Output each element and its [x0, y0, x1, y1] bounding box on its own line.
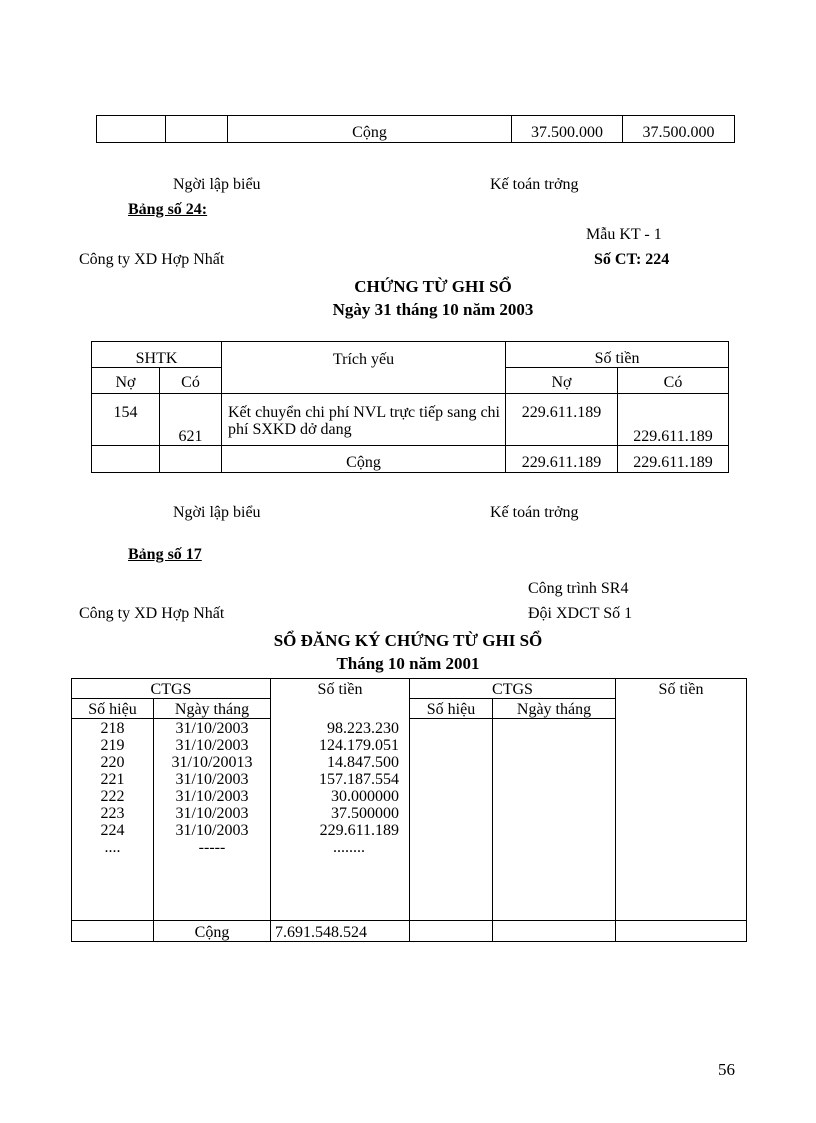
empty-cell: [493, 719, 616, 921]
empty-cell: [160, 446, 222, 473]
table17-title: SỔ ĐĂNG KÝ CHỨNG TỪ GHI SỔ: [273, 631, 543, 650]
list-item: 31/10/2003: [175, 788, 249, 805]
list-item: 223: [100, 805, 125, 822]
row-debit-account: 154: [113, 404, 138, 421]
list-item: 229.611.189: [319, 821, 399, 839]
header-credit-acc: Có: [181, 374, 200, 391]
header-amount-left: Số tiền: [317, 681, 363, 698]
company-name-17: Công ty XD Hợp Nhất: [79, 605, 225, 622]
list-item: 31/10/2003: [175, 737, 249, 754]
document-number: Số CT: 224: [594, 251, 670, 268]
table17-period: Tháng 10 năm 2001: [336, 654, 480, 673]
header-date-left: Ngày tháng: [174, 701, 250, 718]
header-debit-acc: Nợ: [115, 374, 136, 391]
list-item: 31/10/2003: [175, 720, 249, 737]
total-amount-17: 7.691.548.524: [275, 924, 367, 941]
preparer-signature: Ngời lập biểu: [173, 176, 261, 193]
list-item: 37.500000: [331, 804, 399, 822]
header-number-left: Số hiệu: [88, 701, 137, 718]
table24-title: CHỨNG TỪ GHI SỔ: [354, 277, 512, 296]
chief-accountant-signature-24: Kế toán trởng: [490, 504, 579, 521]
col-numbers: [72, 719, 154, 921]
list-item: 220: [100, 754, 125, 771]
total-debit: 37.500.000: [531, 124, 603, 141]
row-credit-amount: 229.611.189: [633, 428, 713, 445]
row-description: Kết chuyển chi phí NVL trực tiếp sang chi phí SXKD dở dang: [228, 404, 500, 438]
table24-date: Ngày 31 tháng 10 năm 2003: [332, 300, 534, 319]
page-number: 56: [718, 1060, 735, 1079]
company-name: Công ty XD Hợp Nhất: [79, 251, 225, 268]
header-credit: Có: [663, 374, 683, 391]
total-credit-24: 229.611.189: [633, 454, 713, 471]
list-item: 157.187.554: [319, 770, 399, 788]
header-amount-right: Số tiền: [658, 681, 704, 698]
preparer-signature-24: Ngời lập biểu: [173, 504, 261, 521]
chief-accountant-signature: Kế toán trởng: [490, 176, 579, 193]
total-label: Cộng: [352, 124, 387, 141]
header-debit: Nợ: [551, 374, 572, 391]
form-code: Mẫu KT - 1: [586, 226, 662, 243]
journal-voucher-table: [91, 341, 729, 473]
empty-cell: [410, 719, 493, 921]
list-item: 31/10/2003: [175, 771, 249, 788]
header-date-right: Ngày tháng: [516, 701, 592, 718]
empty-cell: [616, 921, 747, 942]
list-item: 31/10/2003: [175, 822, 249, 839]
total-label-17: Cộng: [194, 924, 230, 941]
total-debit-24: 229.611.189: [521, 454, 602, 471]
list-item: 31/10/2003: [175, 805, 249, 822]
list-item: ........: [333, 838, 365, 856]
list-item: 30.000000: [331, 787, 399, 805]
col-amounts: [271, 719, 410, 921]
header-ctgs-left: CTGS: [150, 681, 192, 698]
list-item: 98.223.230: [327, 719, 399, 737]
empty-cell: [616, 719, 747, 921]
col-dates: [154, 719, 271, 921]
top-table-fragment: [96, 115, 735, 143]
empty-cell: [493, 921, 616, 942]
header-ctgs-right: CTGS: [492, 681, 533, 698]
row-debit-amount: 229.611.189: [521, 404, 602, 421]
empty-cell: [97, 116, 166, 143]
list-item: 219: [100, 737, 125, 754]
header-summary: Trích yếu: [332, 351, 395, 368]
empty-cell: [166, 116, 228, 143]
list-item: 221: [100, 771, 125, 788]
list-item: 14.847.500: [327, 753, 399, 771]
project-name: Công trình SR4: [528, 580, 629, 597]
total-label-24: Cộng: [346, 454, 381, 471]
list-item: 218: [100, 720, 125, 737]
row-credit-account: 621: [178, 428, 203, 445]
list-item: 124.179.051: [319, 736, 399, 754]
list-item: 31/10/20013: [171, 754, 253, 771]
table17-caption: Bảng số 17: [128, 546, 202, 563]
team-name: Đội XDCT Số 1: [528, 605, 633, 622]
header-amount: Số tiền: [594, 350, 640, 367]
table24-caption: Bảng số 24:: [128, 201, 208, 218]
register-table: [71, 678, 747, 942]
empty-cell: [92, 446, 160, 473]
empty-cell: [410, 921, 493, 942]
list-item: 224: [100, 822, 125, 839]
total-credit: 37.500.000: [642, 124, 715, 141]
header-shtk: SHTK: [135, 350, 178, 367]
list-item: 222: [100, 788, 125, 805]
empty-cell: [72, 921, 154, 942]
list-item: -----: [198, 839, 226, 856]
list-item: ....: [104, 839, 121, 856]
header-number-right: Số hiệu: [426, 701, 476, 718]
